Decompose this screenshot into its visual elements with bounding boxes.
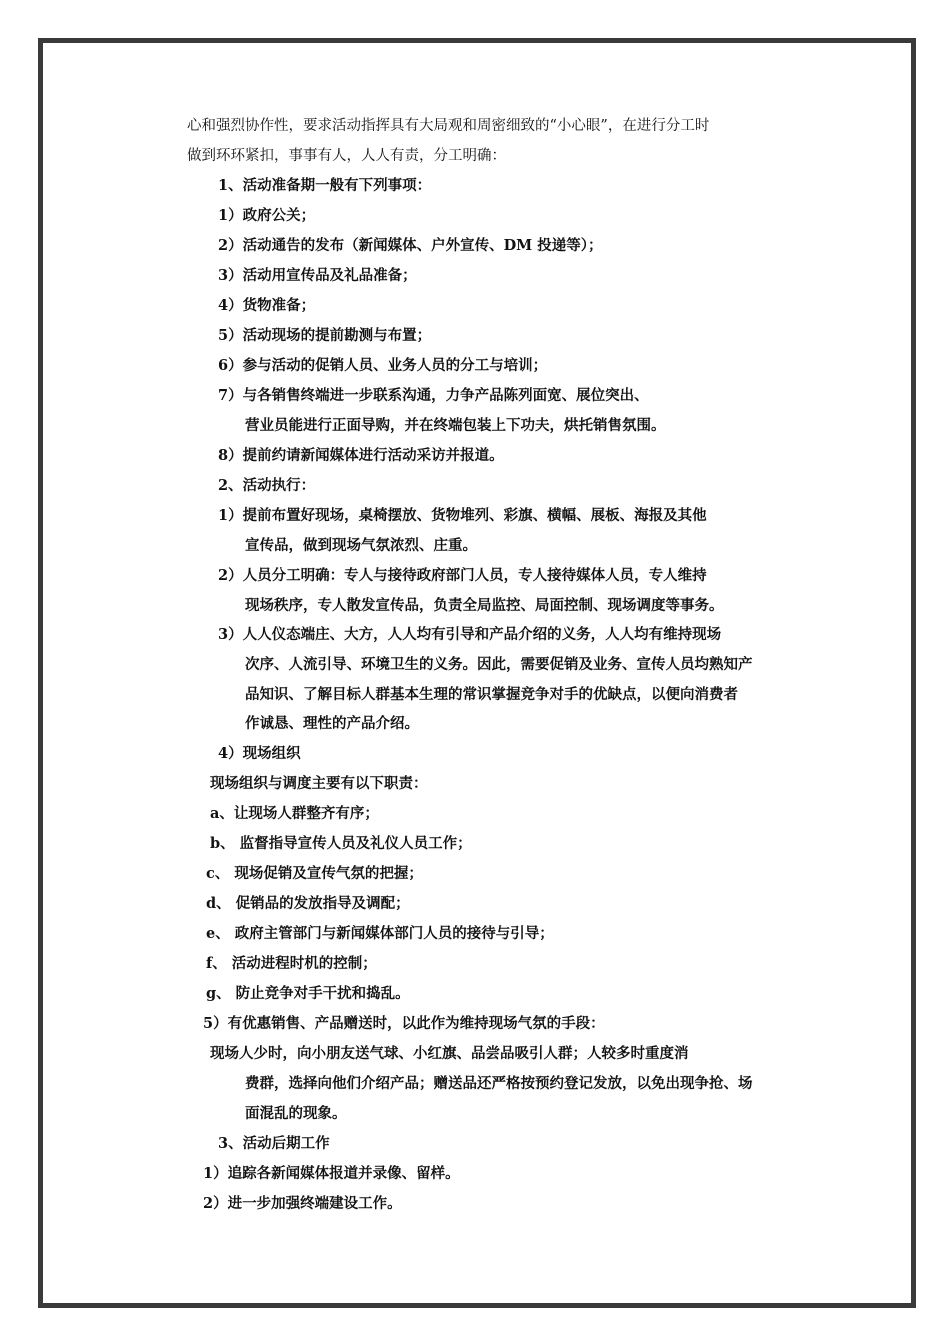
intro-line-2: 做到环环紧扣，事事有人，人人有责，分工明确：: [187, 148, 506, 164]
duty-item: g、 防止竞争对手干扰和捣乱。: [206, 985, 410, 1002]
paragraph-line: 费群，选择向他们介绍产品；赠送品还严格按预约登记发放，以免出现争抢、场: [245, 1075, 753, 1092]
list-item: 2）人员分工明确：专人与接待政府部门人员，专人接待媒体人员，专人维持: [218, 567, 707, 584]
list-item: 5）活动现场的提前勘测与布置；: [218, 327, 432, 344]
list-item: 8）提前约请新闻媒体进行活动采访并报道。: [218, 447, 504, 464]
list-item-continuation: 宣传品，做到现场气氛浓烈、庄重。: [245, 537, 477, 554]
list-item: 4）货物准备；: [218, 297, 316, 314]
section1-heading: 1、活动准备期一般有下列事项：: [218, 177, 432, 194]
list-item: 1）追踪各新闻媒体报道并录像、留样。: [203, 1165, 460, 1182]
duty-item: e、 政府主管部门与新闻媒体部门人员的接待与引导；: [206, 925, 554, 942]
duties-heading: 现场组织与调度主要有以下职责：: [210, 775, 428, 792]
list-item: 6）参与活动的促销人员、业务人员的分工与培训；: [218, 357, 548, 374]
section3-heading: 3、活动后期工作: [218, 1135, 330, 1152]
list-item-continuation: 营业员能进行正面导购，并在终端包装上下功夫，烘托销售氛围。: [245, 417, 666, 434]
list-item: 2）活动通告的发布（新闻媒体、户外宣传、DM 投递等）；: [218, 237, 603, 254]
list-item: 5）有优惠销售、产品赠送时，以此作为维持现场气氛的手段：: [203, 1015, 605, 1032]
duty-item: c、 现场促销及宣传气氛的把握；: [206, 865, 423, 882]
list-item: 7）与各销售终端进一步联系沟通，力争产品陈列面宽、展位突出、: [218, 387, 649, 404]
paragraph-line: 面混乱的现象。: [245, 1105, 347, 1122]
list-item: 4）现场组织: [218, 745, 301, 762]
list-item: 3）人人仪态端庄、大方，人人均有引导和产品介绍的义务，人人均有维持现场: [218, 626, 722, 643]
list-item: 3）活动用宣传品及礼品准备；: [218, 267, 417, 284]
list-item: 2）进一步加强终端建设工作。: [203, 1195, 402, 1212]
list-item: 1）政府公关；: [218, 207, 316, 224]
section2-heading: 2、活动执行：: [218, 477, 316, 494]
list-item-continuation: 现场秩序，专人散发宣传品，负责全局监控、局面控制、现场调度等事务。: [245, 597, 724, 614]
paragraph-line: 现场人少时，向小朋友送气球、小红旗、品尝品吸引人群；人较多时重度消: [210, 1045, 689, 1062]
duty-item: f、 活动进程时机的控制；: [206, 955, 377, 972]
duty-item: b、 监督指导宣传人员及礼仪人员工作；: [210, 835, 472, 852]
list-item: 1）提前布置好现场，桌椅摆放、货物堆列、彩旗、横幅、展板、海报及其他: [218, 507, 707, 524]
intro-line-1: 心和强烈协作性，要求活动指挥具有大局观和周密细致的“小心眼”，在进行分工时: [187, 118, 710, 134]
duty-item: a、让现场人群整齐有序；: [210, 805, 379, 822]
list-item-continuation: 品知识、了解目标人群基本生理的常识掌握竞争对手的优缺点，以便向消费者: [245, 686, 738, 703]
list-item-continuation: 作诚恳、理性的产品介绍。: [245, 715, 419, 732]
duty-item: d、 促销品的发放指导及调配；: [206, 895, 410, 912]
list-item-continuation: 次序、人流引导、环境卫生的义务。因此，需要促销及业务、宣传人员均熟知产: [245, 656, 753, 673]
